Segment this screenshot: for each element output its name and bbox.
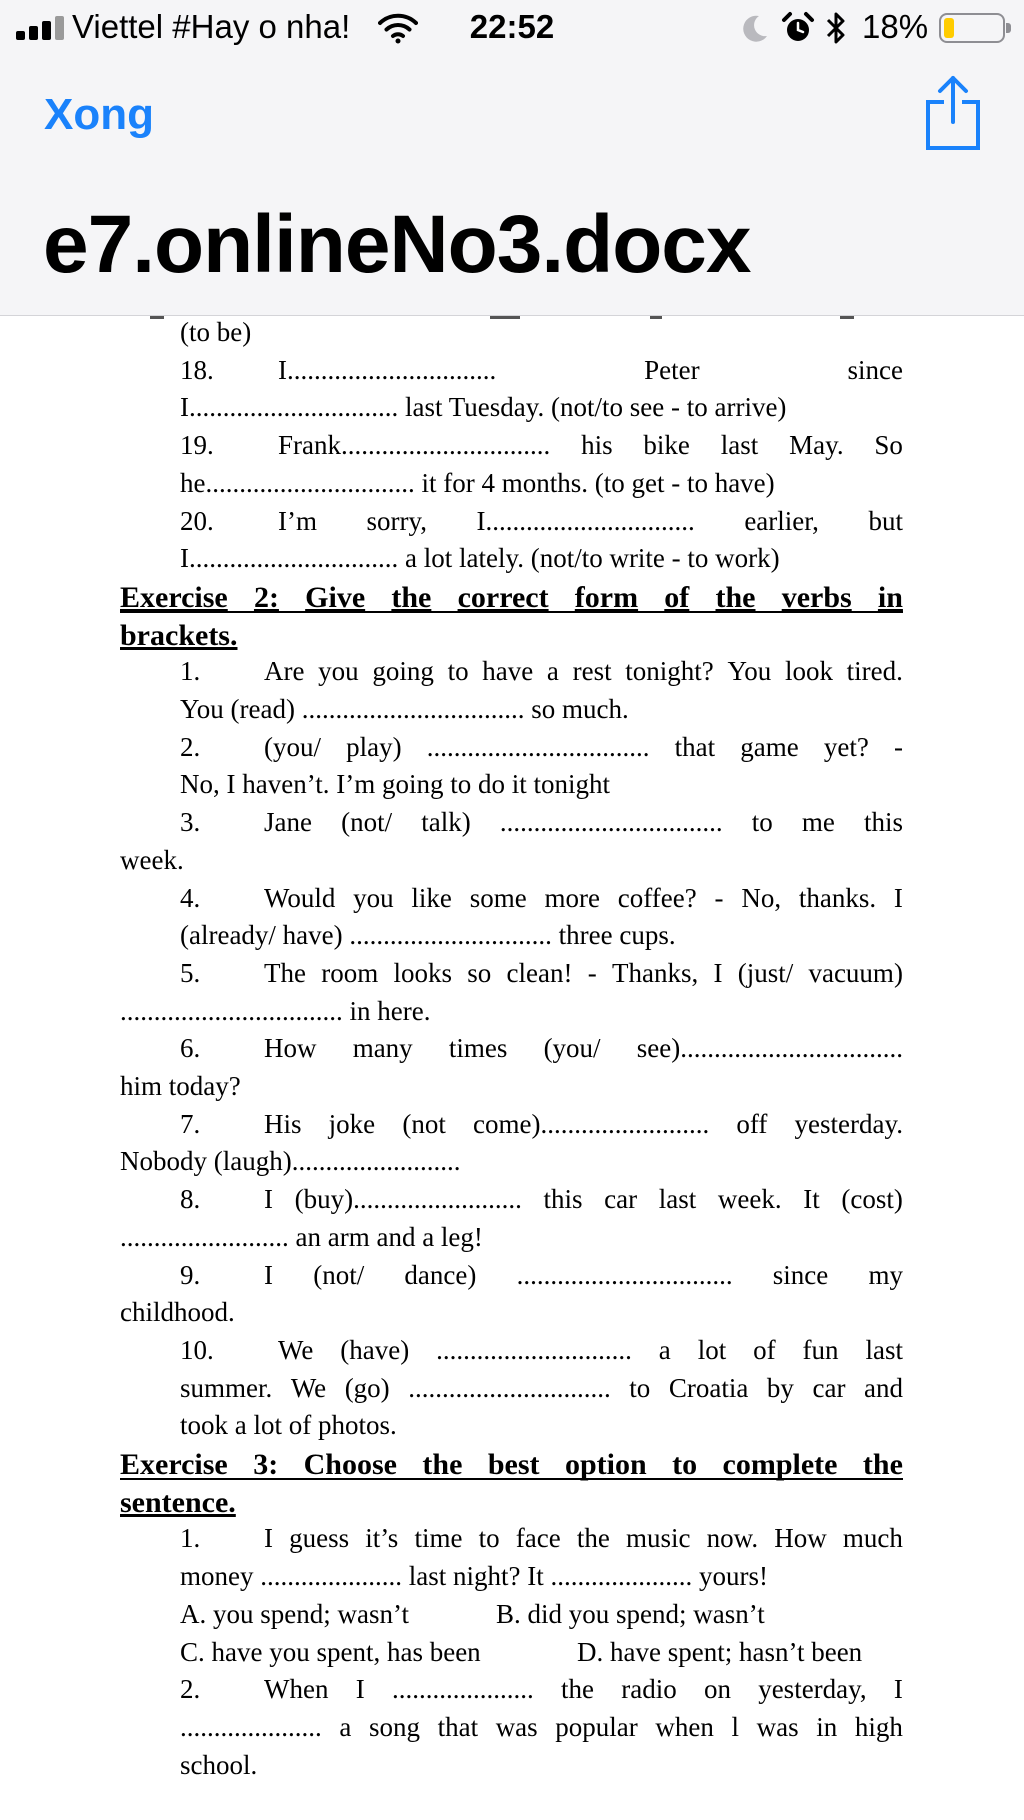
- item-line: [264, 1106, 903, 1142]
- word: You: [727, 656, 772, 687]
- heading-word: of: [664, 580, 690, 614]
- word: this: [863, 807, 903, 838]
- word: clean!: [506, 957, 573, 988]
- word: more: [544, 882, 600, 913]
- word: tired.: [846, 656, 903, 687]
- word: since: [847, 354, 903, 385]
- word: (not/: [341, 807, 393, 838]
- exercise-heading: brackets.: [120, 618, 238, 652]
- word: Are: [264, 656, 305, 687]
- item-line: [278, 503, 903, 539]
- word: was: [756, 1711, 799, 1742]
- item-line: him today?: [120, 1071, 241, 1101]
- clock: 22:52: [469, 8, 555, 45]
- word: (have): [340, 1334, 410, 1365]
- word: yesterday,: [758, 1674, 867, 1705]
- item-line: [264, 1671, 903, 1707]
- exercise-heading: sentence.: [120, 1485, 236, 1519]
- word: play): [346, 731, 402, 762]
- word: I: [264, 1523, 273, 1554]
- battery-percent: 18%: [862, 8, 929, 45]
- heading-word: to: [672, 1448, 698, 1481]
- item-line: [180, 1709, 903, 1745]
- word: have: [482, 656, 534, 687]
- word: I: [264, 1259, 273, 1290]
- word: How: [774, 1523, 827, 1554]
- item-line: Nobody (laugh).........................: [120, 1146, 461, 1177]
- word: this: [543, 1184, 583, 1215]
- item-line: [264, 653, 903, 689]
- word: popular: [555, 1711, 638, 1742]
- item-line: he............................... it for 4 months. (to get - to have): [180, 467, 775, 498]
- word: by: [766, 1372, 794, 1403]
- carrier-name: Viettel #Hay o nha!: [72, 8, 351, 45]
- answer-option: C. have you spent, has been: [180, 1636, 481, 1667]
- word: a: [658, 1334, 671, 1365]
- word: (not/: [313, 1259, 365, 1290]
- heading-word: best: [487, 1448, 540, 1481]
- word: times: [448, 1033, 508, 1064]
- word: .............................: [436, 1334, 632, 1365]
- clipped-text-fragment: [150, 316, 910, 326]
- word: Croatia: [668, 1372, 749, 1403]
- word: you: [353, 882, 394, 913]
- item-line: [264, 1520, 903, 1556]
- word: I...............................: [476, 505, 695, 536]
- item-line: [264, 880, 903, 916]
- word: .....................: [180, 1711, 322, 1742]
- heading-word: Exercise: [120, 1448, 228, 1481]
- item-number: 20.: [180, 505, 214, 536]
- word: tonight?: [625, 656, 714, 687]
- word: many: [352, 1033, 413, 1064]
- item-number: 2.: [180, 731, 201, 762]
- item-number: 3.: [180, 807, 201, 838]
- do-not-disturb-moon-icon: [739, 12, 771, 44]
- item-number: 4.: [180, 882, 201, 913]
- word: yet?: [823, 731, 869, 762]
- word: his: [581, 430, 613, 461]
- word: Peter: [644, 354, 700, 385]
- word: We: [278, 1334, 314, 1365]
- word: I: [893, 1674, 903, 1705]
- word: me: [801, 807, 835, 838]
- answer-option: A. you spend; wasn’t: [180, 1598, 409, 1629]
- word: see).................................: [636, 1033, 903, 1064]
- item-line: [180, 1370, 903, 1406]
- alarm-clock-icon: [781, 11, 815, 45]
- word: so: [467, 957, 492, 988]
- word: come).........................: [472, 1108, 710, 1139]
- word: when: [655, 1711, 714, 1742]
- word: you: [318, 656, 359, 687]
- word: lot: [697, 1334, 727, 1365]
- share-icon[interactable]: [924, 74, 982, 152]
- word: joke: [328, 1108, 376, 1139]
- item-number: 1.: [180, 1523, 201, 1554]
- heading-word: Exercise: [120, 580, 228, 614]
- word: going: [372, 656, 434, 687]
- word: (cost): [841, 1184, 903, 1215]
- word: song: [368, 1711, 420, 1742]
- word: His: [264, 1108, 302, 1139]
- word: vacuum): [808, 957, 903, 988]
- word: yesterday.: [794, 1108, 903, 1139]
- word: a: [546, 656, 559, 687]
- text-line: (to be): [180, 317, 252, 347]
- word: the: [576, 1523, 610, 1554]
- word: room: [321, 957, 379, 988]
- word: -: [587, 957, 597, 988]
- item-line: [278, 352, 903, 388]
- word: radio: [621, 1674, 677, 1705]
- word: Thanks,: [611, 957, 699, 988]
- item-line: [264, 729, 903, 765]
- item-line: You (read) ................................. so much.: [180, 694, 629, 724]
- word: that: [437, 1711, 479, 1742]
- word: sorry,: [366, 505, 428, 536]
- word: was: [495, 1711, 538, 1742]
- word: How: [264, 1033, 317, 1064]
- word: So: [874, 430, 903, 461]
- word: (not: [402, 1108, 446, 1139]
- heading-word: verbs: [781, 580, 852, 614]
- heading-word: option: [564, 1448, 647, 1481]
- word: to: [751, 807, 773, 838]
- word: summer.: [180, 1372, 273, 1403]
- item-line: [278, 1332, 903, 1368]
- item-line: I............................... a lot lately. (not/to write - to work): [180, 543, 780, 574]
- item-number: 9.: [180, 1259, 201, 1290]
- item-line: money ..................... last night? It ..................... yours!: [180, 1561, 768, 1592]
- item-line: No, I haven’t. I’m going to do it tonight: [180, 769, 610, 800]
- word: some: [469, 882, 527, 913]
- word: to: [447, 656, 469, 687]
- word: that: [674, 731, 716, 762]
- word: in: [816, 1711, 838, 1742]
- word: .................................: [499, 807, 723, 838]
- word: (go): [344, 1372, 390, 1403]
- word: Would: [264, 882, 336, 913]
- word: thanks.: [798, 882, 877, 913]
- word: I: [355, 1674, 365, 1705]
- word: it’s: [365, 1523, 399, 1554]
- heading-word: Give: [305, 580, 366, 614]
- item-line: [264, 1030, 903, 1066]
- word: May.: [789, 430, 844, 461]
- answer-option: D. have spent; hasn’t been: [577, 1636, 863, 1667]
- word: When: [264, 1674, 329, 1705]
- item-line: [264, 1257, 903, 1293]
- heading-word: the: [715, 580, 756, 614]
- document-body[interactable]: [0, 316, 1024, 1820]
- item-number: 5.: [180, 957, 201, 988]
- word: (just/: [737, 957, 794, 988]
- word: time: [414, 1523, 463, 1554]
- word: on: [703, 1674, 731, 1705]
- answer-option: B. did you spend; wasn’t: [496, 1598, 765, 1629]
- word: ................................: [516, 1259, 733, 1290]
- item-number: 19.: [180, 430, 214, 461]
- word: (you/: [543, 1033, 601, 1064]
- word: .....................: [391, 1674, 534, 1705]
- exercise-heading: [120, 580, 903, 616]
- word: like: [411, 882, 452, 913]
- item-line: ......................... an arm and a leg!: [120, 1221, 483, 1252]
- word: guess: [289, 1523, 350, 1554]
- word: I: [893, 882, 903, 913]
- word: -: [714, 882, 724, 913]
- word: week.: [717, 1184, 782, 1215]
- word: dance): [404, 1259, 477, 1290]
- word: to: [629, 1372, 651, 1403]
- word: looks: [393, 957, 452, 988]
- word: my: [868, 1259, 903, 1290]
- word: fun: [802, 1334, 839, 1365]
- item-number: 8.: [180, 1184, 201, 1215]
- heading-word: 3:: [253, 1448, 279, 1481]
- word: now.: [706, 1523, 759, 1554]
- word: .................................: [426, 731, 650, 762]
- word: since: [772, 1259, 829, 1290]
- heading-word: correct: [457, 580, 549, 614]
- status-bar: [0, 0, 1024, 56]
- item-number: 6.: [180, 1033, 201, 1064]
- word: car: [812, 1372, 846, 1403]
- word: l: [731, 1711, 739, 1742]
- word: I’m: [278, 505, 317, 536]
- word: last: [720, 430, 759, 461]
- heading-word: the: [391, 580, 432, 614]
- item-line: week.: [120, 844, 184, 875]
- item-line: [264, 804, 903, 840]
- word: game: [740, 731, 799, 762]
- exercise-heading: [120, 1447, 903, 1483]
- item-number: 2.: [180, 1674, 201, 1705]
- word: talk): [421, 807, 471, 838]
- word: -: [893, 731, 903, 762]
- item-line: [264, 955, 903, 991]
- word: earlier,: [744, 505, 819, 536]
- heading-word: the: [862, 1448, 903, 1481]
- word: The: [264, 957, 306, 988]
- word: (you/: [264, 731, 321, 762]
- bluetooth-icon: [824, 9, 848, 47]
- word: high: [854, 1711, 903, 1742]
- word: the: [560, 1674, 594, 1705]
- word: off: [736, 1108, 768, 1139]
- document-title: e7.onlineNo3.docx: [43, 199, 751, 290]
- heading-word: in: [877, 580, 903, 614]
- item-number: 18.: [180, 354, 214, 385]
- battery-icon: [939, 13, 1005, 43]
- word: much: [842, 1523, 903, 1554]
- word: I: [713, 957, 723, 988]
- word: I...............................: [278, 354, 497, 385]
- word: Frank...............................: [278, 430, 551, 461]
- heading-word: form: [574, 580, 639, 614]
- word: and: [864, 1372, 903, 1403]
- item-line: [278, 427, 903, 463]
- word: ..............................: [408, 1372, 611, 1403]
- item-line: [264, 1181, 903, 1217]
- word: music: [625, 1523, 691, 1554]
- word: Jane: [264, 807, 312, 838]
- heading-word: Choose: [303, 1448, 397, 1481]
- item-number: 7.: [180, 1108, 201, 1139]
- word: bike: [643, 430, 690, 461]
- heading-word: 2:: [253, 580, 279, 614]
- item-line: took a lot of photos.: [180, 1410, 397, 1441]
- item-line: childhood.: [120, 1297, 235, 1328]
- word: look: [784, 656, 833, 687]
- word: face: [515, 1523, 561, 1554]
- word: It: [803, 1184, 820, 1215]
- heading-word: the: [422, 1448, 463, 1481]
- word: car: [604, 1184, 638, 1215]
- word: (buy).........................: [294, 1184, 522, 1215]
- word: We: [290, 1372, 327, 1403]
- word: No,: [741, 882, 782, 913]
- done-button[interactable]: Xong: [44, 90, 154, 139]
- item-line: (already/ have) .............................. three cups.: [180, 920, 676, 951]
- word: to: [478, 1523, 500, 1554]
- item-line: school.: [180, 1749, 258, 1780]
- word: of: [753, 1334, 776, 1365]
- word: rest: [572, 656, 612, 687]
- item-number: 10.: [180, 1334, 214, 1365]
- item-number: 1.: [180, 656, 201, 687]
- word: but: [868, 505, 903, 536]
- word: last: [658, 1184, 697, 1215]
- word: coffee?: [617, 882, 697, 913]
- word: last: [865, 1334, 903, 1365]
- word: I: [264, 1184, 273, 1215]
- heading-word: complete: [722, 1448, 838, 1481]
- item-line: I............................... last Tuesday. (not/to see - to arrive): [180, 392, 787, 423]
- item-line: ................................. in here.: [120, 995, 431, 1026]
- word: a: [339, 1711, 352, 1742]
- top-bar: [0, 0, 1024, 316]
